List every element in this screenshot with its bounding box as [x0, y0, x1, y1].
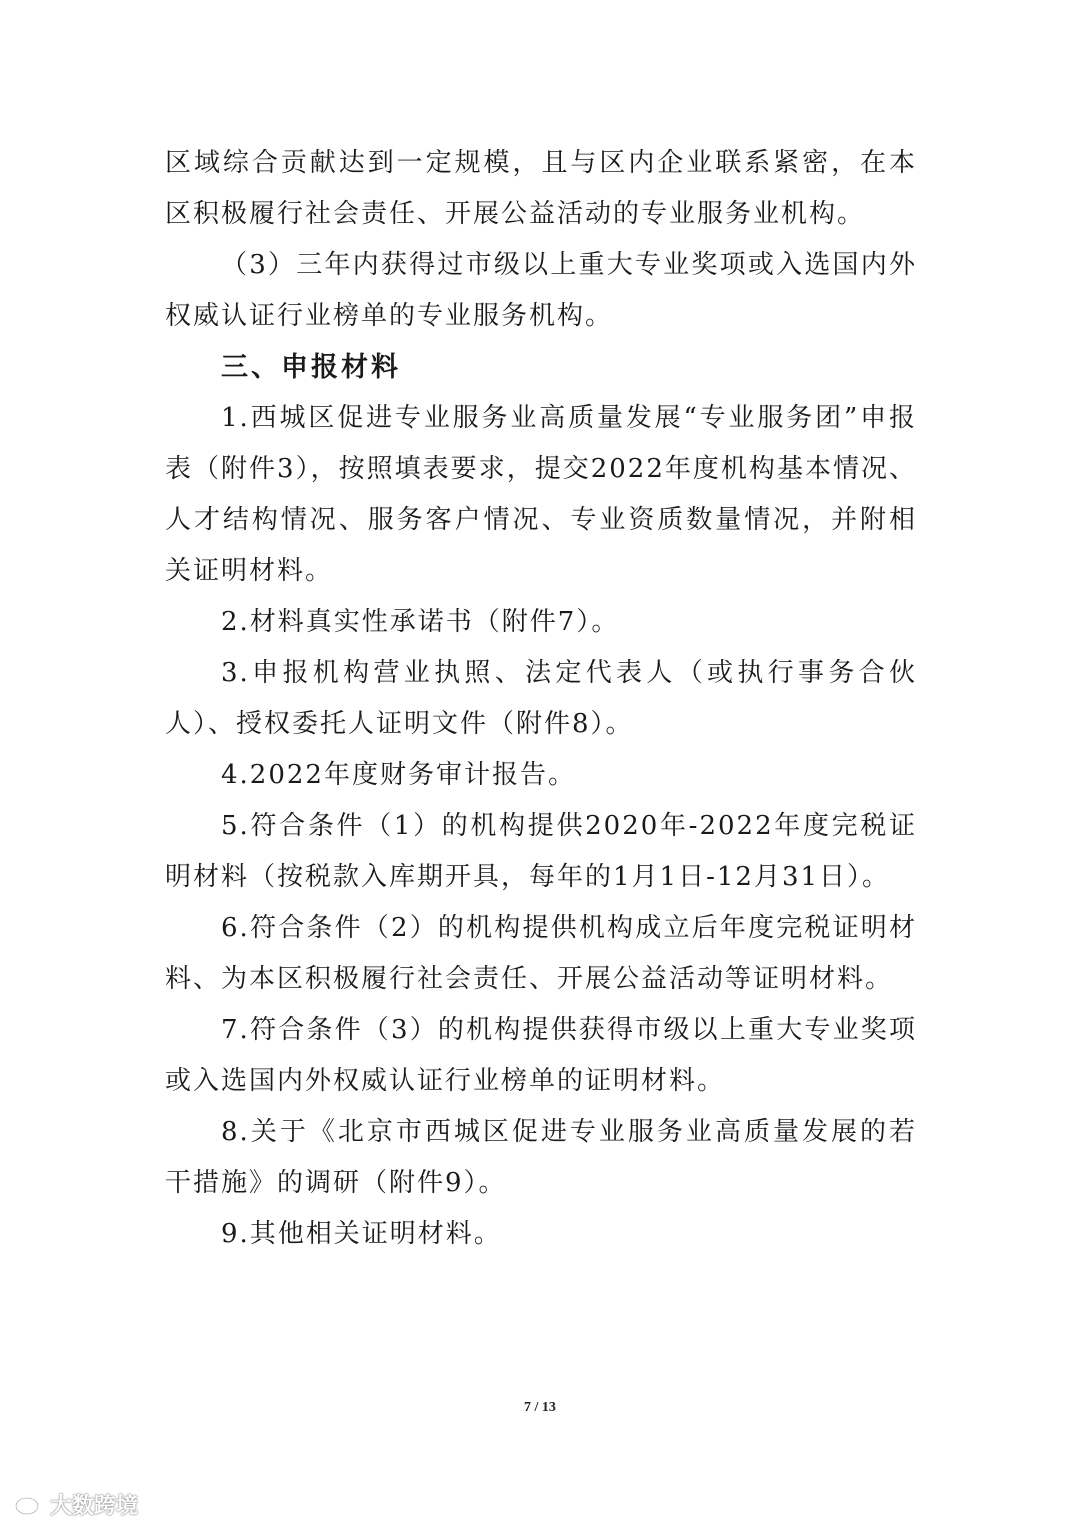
paragraph-condition-3: （3）三年内获得过市级以上重大专业奖项或入选国内外权威认证行业榜单的专业服务机构。: [165, 250, 917, 331]
list-item-8: 8.关于《北京市西城区促进专业服务业高质量发展的若干措施》的调研（附件9）。: [165, 1117, 917, 1198]
section-heading: 三、申报材料: [221, 352, 401, 383]
watermark: [14, 1490, 138, 1518]
weibo-logo-icon: [14, 1492, 44, 1516]
list-item-3: 3.申报机构营业执照、法定代表人（或执行事务合伙人）、授权委托人证明文件（附件8）。: [165, 658, 917, 739]
list-item-5: 5.符合条件（1）的机构提供2020年-2022年度完税证明材料（按税款入库期开具，每年的1月1日-12月31日）。: [165, 811, 917, 892]
list-item-7: 7.符合条件（3）的机构提供获得市级以上重大专业奖项或入选国内外权威认证行业榜单的证明材料。: [165, 1015, 917, 1096]
list-item-6: 6.符合条件（2）的机构提供机构成立后年度完税证明材料、为本区积极履行社会责任、开展公益活动等证明材料。: [165, 913, 917, 994]
watermark-text: 大数跨境: [50, 1493, 139, 1519]
page-number: 7 / 13: [524, 1400, 556, 1415]
list-item-4: 4.2022年度财务审计报告。: [221, 760, 576, 790]
paragraph-continuation: 区域综合贡献达到一定规模，且与区内企业联系紧密，在本区积极履行社会责任、开展公益活动的专业服务业机构。: [165, 148, 917, 229]
list-item-2: 2.材料真实性承诺书（附件7）。: [221, 607, 620, 637]
document-body: [165, 138, 917, 1260]
list-item-1: 1.西城区促进专业服务业高质量发展“专业服务团”申报表（附件3），按照填表要求，提交2022年度机构基本情况、人才结构情况、服务客户情况、专业资质数量情况，并附相关证明材料。: [165, 403, 917, 586]
list-item-9: 9.其他相关证明材料。: [221, 1219, 502, 1249]
